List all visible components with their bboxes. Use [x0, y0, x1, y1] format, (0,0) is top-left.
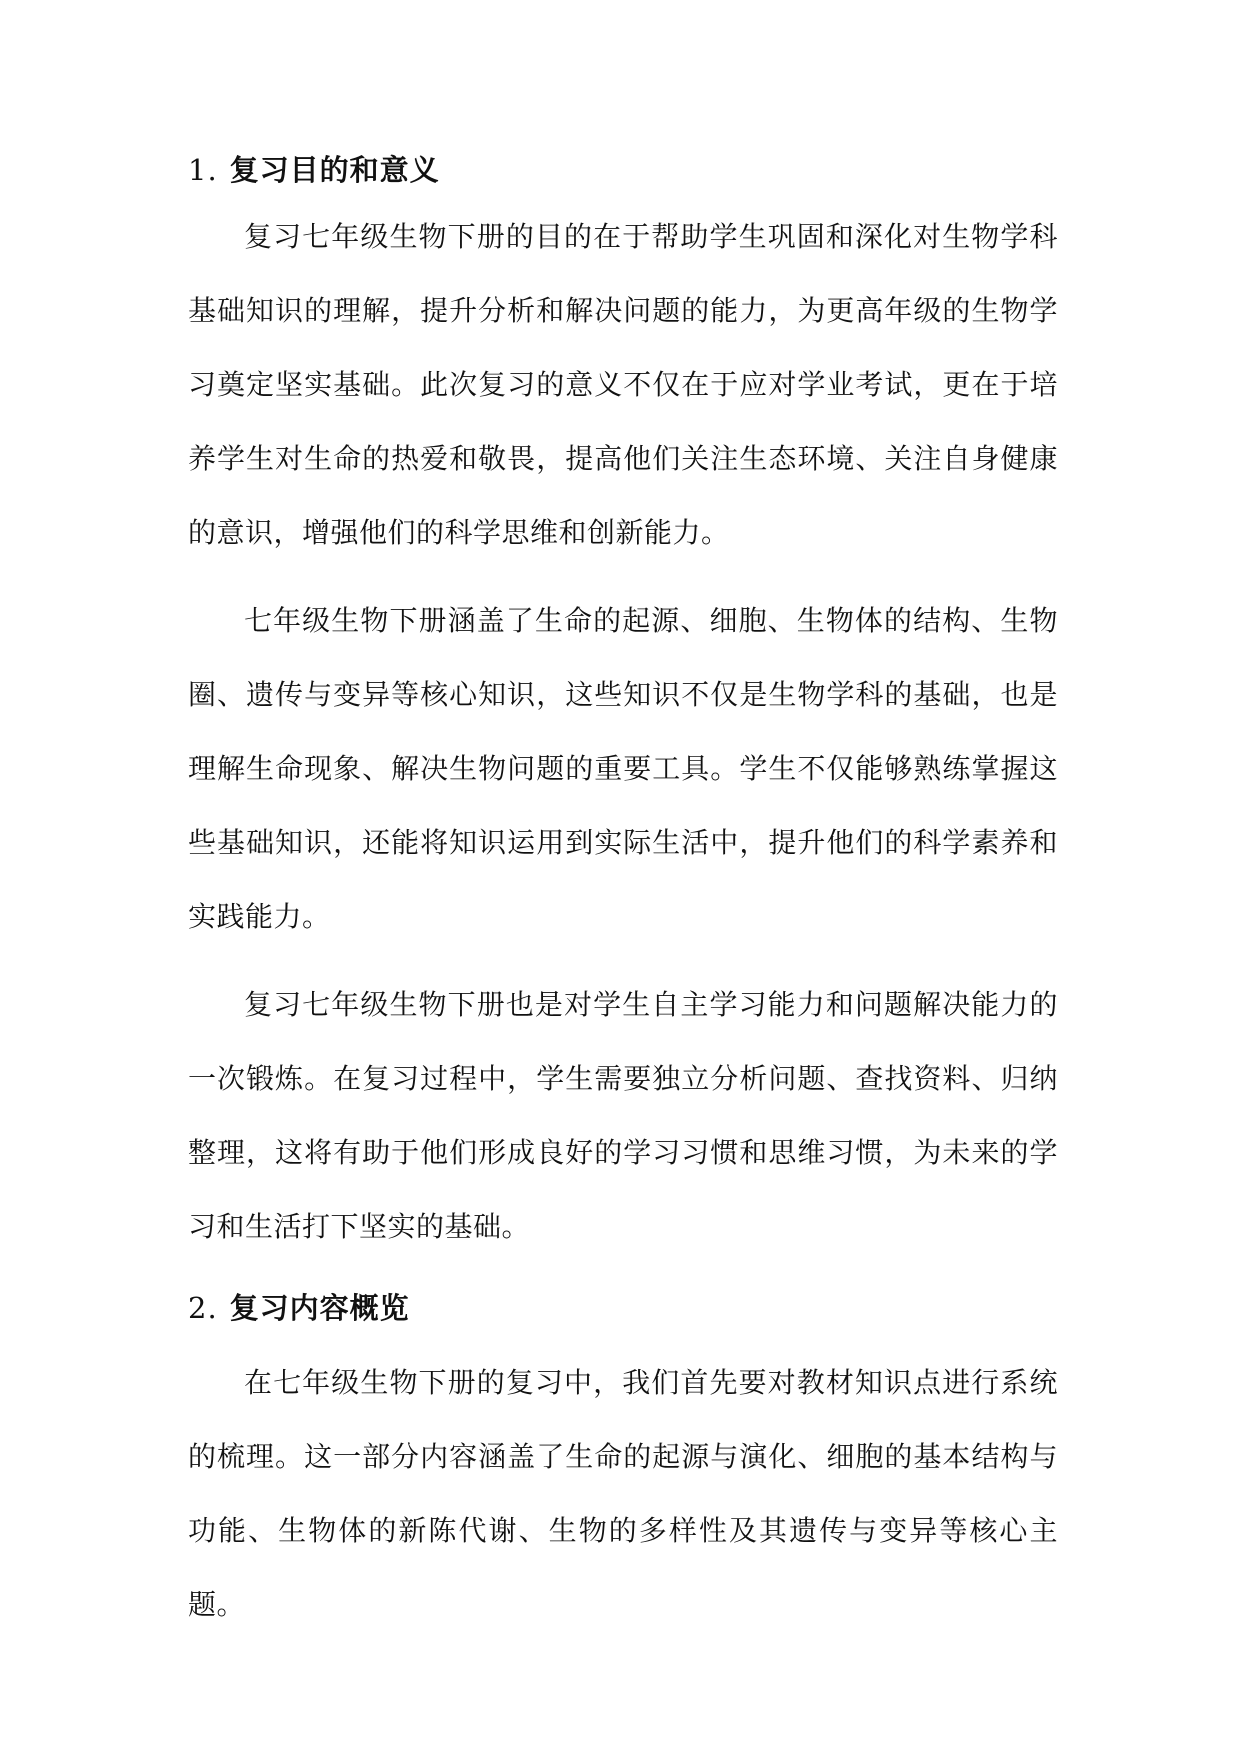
section-2-title: 复习内容概览	[229, 1291, 410, 1325]
section-2-paragraph-1: 在七年级生物下册的复习中，我们首先要对教材知识点进行系统的梳理。这一部分内容涵盖了生命的起源与演化、细胞的基本结构与功能、生物体的新陈代谢、生物的多样性及其遗传与变异等核心主题。	[188, 1366, 1058, 1621]
section-1	[188, 140, 1058, 1264]
section-1-paragraph-1: 复习七年级生物下册的目的在于帮助学生巩固和深化对生物学科基础知识的理解，提升分析和解决问题的能力，为更高年级的生物学习奠定坚实基础。此次复习的意义不仅在于应对学业考试，更在于培养学生对生命的热爱和敬畏，提高他们关注生态环境、关注自身健康的意识，增强他们的科学思维和创新能力。	[188, 220, 1058, 549]
section-1-title: 复习目的和意义	[229, 153, 440, 187]
document-content	[188, 140, 1058, 1656]
section-2-heading	[188, 1278, 1058, 1338]
section-1-heading	[188, 140, 1058, 200]
section-1-paragraph-3: 复习七年级生物下册也是对学生自主学习能力和问题解决能力的一次锻炼。在复习过程中，学生需要独立分析问题、查找资料、归纳整理，这将有助于他们形成良好的学习习惯和思维习惯，为未来的学习和生活打下坚实的基础。	[188, 988, 1058, 1243]
section-1-paragraph-2: 七年级生物下册涵盖了生命的起源、细胞、生物体的结构、生物圈、遗传与变异等核心知识，这些知识不仅是生物学科的基础，也是理解生命现象、解决生物问题的重要工具。学生不仅能够熟练掌握这些基础知识，还能将知识运用到实际生活中，提升他们的科学素养和实践能力。	[188, 604, 1058, 933]
section-2	[188, 1278, 1058, 1642]
section-1-number: 1.	[188, 153, 218, 187]
section-2-number: 2.	[188, 1291, 218, 1325]
